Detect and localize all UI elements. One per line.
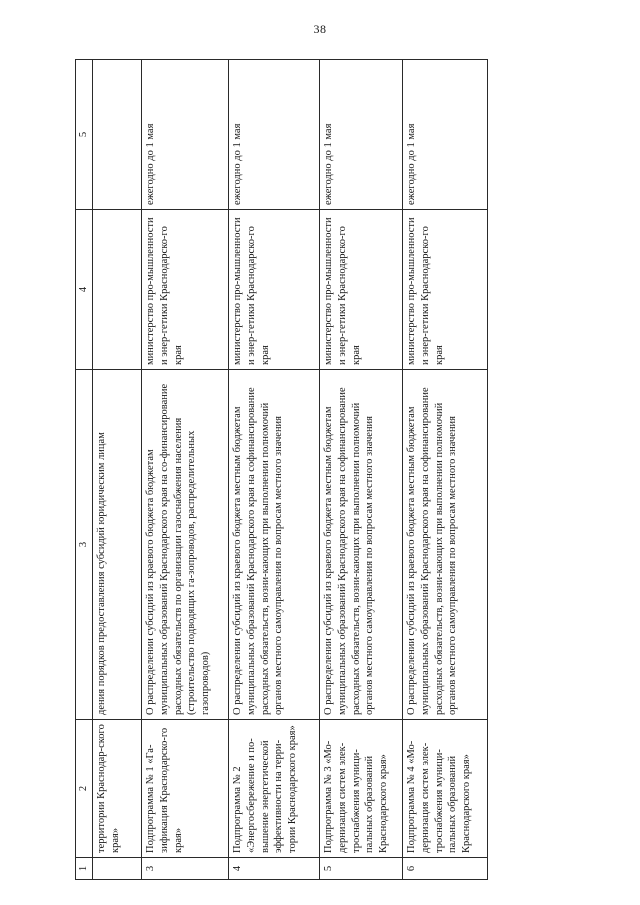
responsible-body: министерство про-мышленности и энер-гетики Краснодарско-го края [319,210,402,370]
program-table [75,59,488,880]
responsible-body: министерство про-мышленности и энер-гетики Краснодарско-го края [228,210,319,370]
table-row [319,60,402,880]
row-number [92,858,141,880]
responsible-body [92,210,141,370]
subprogram-name: Подпрограмма № 3 «Мо-дернизация систем элек-троснабжения муници-пальных образований Краснодарского края» [319,720,402,858]
deadline: ежегодно до 1 мая [319,60,402,210]
table-row [92,60,141,880]
deadline [92,60,141,210]
subprogram-name: Подпрограмма № 4 «Мо-дернизация систем элек-троснабжения муници-пальных образований Краснодарского края» [402,720,487,858]
subprogram-name: территории Краснодар-ского края» [92,720,141,858]
responsible-body: министерство про-мышленности и энер-гетики Краснодарско-го края [402,210,487,370]
header-cell: 5 [76,60,93,210]
row-number: 5 [319,858,402,880]
act-description: дения порядков предоставления субсидий юридическим лицам [92,370,141,720]
deadline: ежегодно до 1 мая [141,60,228,210]
row-number: 6 [402,858,487,880]
row-number: 3 [141,858,228,880]
page-number: 38 [313,22,327,36]
table-row [402,60,487,880]
act-description: О распределении субсидий из краевого бюджета местным бюджетам муниципальных образований Краснодарского края на софинансирование расходных обязательств, возни-кающих при выполнении полномочий органов местного самоуправления по вопросам местного значения [319,370,402,720]
header-cell: 1 [76,858,93,880]
row-number: 4 [228,858,319,880]
act-description: О распределении субсидий из краевого бюджета бюджетам муниципальных образований Краснодарского края на со-финансирование расходных обязательств по организации газоснабжения населения (строительство подводящих га-зопроводов, распределительных газопроводов) [141,370,228,720]
deadline: ежегодно до 1 мая [228,60,319,210]
header-cell: 4 [76,210,93,370]
act-description: О распределении субсидий из краевого бюджета местным бюджетам муниципальных образований Краснодарского края на софинансирование расходных обязательств, возни-кающих при выполнении полномочий органов местного самоуправления по вопросам местного значения [402,370,487,720]
table-row [141,60,228,880]
table-row [228,60,319,880]
header-cell: 3 [76,370,93,720]
table-header-row [76,60,93,880]
act-description: О распределении субсидий из краевого бюджета местным бюджетам муниципальных образований Краснодарского края на софинансирование расходных обязательств, возни-кающих при выполнении полномочий органов местного самоуправления по вопросам местного значения [228,370,319,720]
rotated-table-container [75,60,575,880]
responsible-body: министерство про-мышленности и энер-гетики Краснодарско-го края [141,210,228,370]
header-cell: 2 [76,720,93,858]
deadline: ежегодно до 1 мая [402,60,487,210]
subprogram-name: Подпрограмма № 2 «Энергосбережение и по-вышение энергетической эффективности на терри-тории Краснодарского края» [228,720,319,858]
subprogram-name: Подпрограмма № 1 «Га-зификация Краснодарско-го края» [141,720,228,858]
